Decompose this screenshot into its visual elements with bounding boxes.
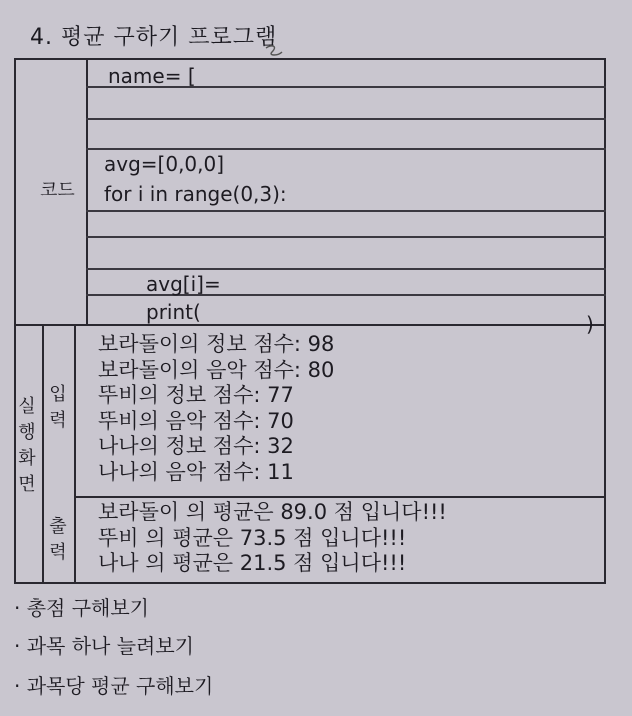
code-row-line: [86, 118, 606, 120]
code-line-avg: avg=[0,0,0]: [104, 152, 225, 176]
input-label: 입 력: [49, 384, 67, 431]
output-line: 뚜비 의 평균은 73.5 점 입니다!!!: [98, 525, 407, 550]
input-lines: [98, 332, 334, 486]
code-row-line: [86, 148, 606, 150]
output-lines: [98, 500, 447, 577]
page-title: 4. 평균 구하기 프로그램: [30, 25, 278, 50]
output-label: 출 력: [49, 516, 67, 563]
input-line: 나나의 정보 점수: 32: [98, 434, 294, 459]
io-label-divider: [74, 324, 76, 584]
code-label-divider: [86, 60, 88, 324]
input-line: 보라돌이의 정보 점수: 98: [98, 332, 335, 356]
code-line-print: print(: [146, 300, 201, 324]
code-label: 코드: [40, 180, 75, 201]
run-screen-label: 실 행 화 면: [18, 396, 36, 495]
run-label-divider: [42, 324, 44, 584]
code-line-name: name= [: [108, 64, 196, 88]
input-line: 보라돌이의 음악 점수: 80: [98, 357, 335, 382]
input-line: 뚜비의 음악 점수: 70: [98, 408, 294, 433]
output-line: 나나 의 평균은 21.5 점 입니다!!!: [98, 551, 407, 576]
code-line-print-close: ): [586, 312, 594, 336]
io-divider: [74, 496, 606, 498]
section-divider: [16, 324, 606, 326]
code-row-line: [86, 268, 606, 270]
code-row-line: [86, 236, 606, 238]
bullet-total: · 총점 구해보기: [14, 596, 149, 620]
code-line-avg-i: avg[i]=: [146, 272, 221, 296]
pencil-mark: [262, 30, 286, 58]
output-line: 보라돌이 의 평균은 89.0 점 입니다!!!: [98, 500, 447, 524]
code-line-for: for i in range(0,3):: [104, 182, 287, 206]
input-line: 뚜비의 정보 점수: 77: [98, 383, 294, 408]
code-row-line: [86, 210, 606, 212]
input-line: 나나의 음악 점수: 11: [98, 459, 294, 484]
bullet-subject-average: · 과목당 평균 구해보기: [14, 674, 214, 698]
bullet-add-subject: · 과목 하나 늘려보기: [14, 634, 194, 658]
